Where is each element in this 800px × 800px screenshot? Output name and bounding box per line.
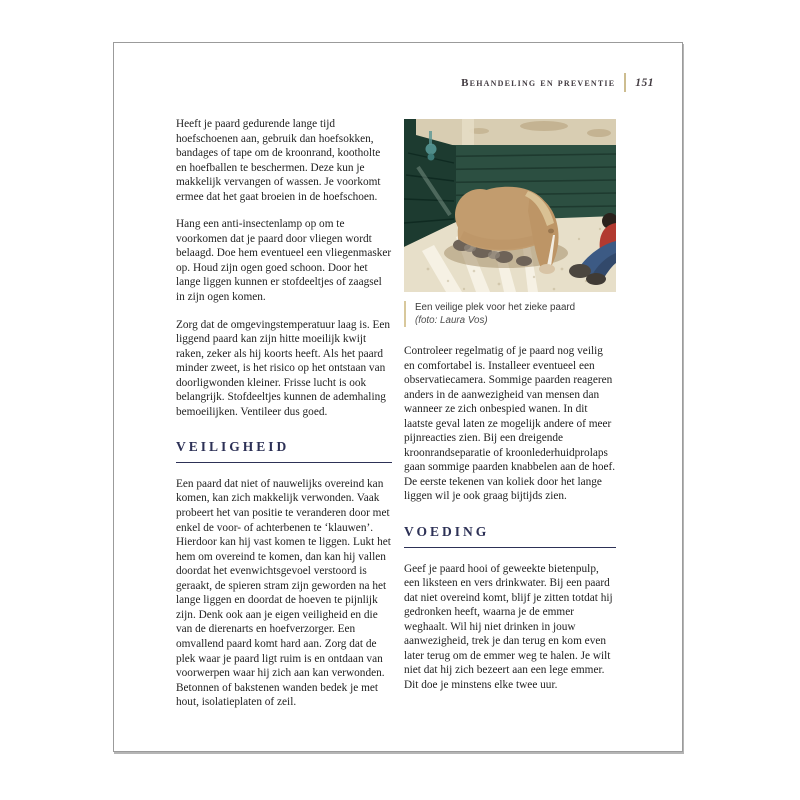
paragraph: Heeft je paard gedurende lange tijd hoefschoenen aan, gebruik dan hoefsokken, bandages of tape om de kroonrand, kootholte en hoefballen te beschermen. Deze kun je makkelijk vervangen of wassen. Je voorkomt ermee dat het gaat broeien in de hoefschoen. bbox=[176, 118, 381, 203]
book-page bbox=[113, 42, 683, 752]
paragraph: Controleer regelmatig of je paard nog veilig en comfortabel is. Installeer eventueel een observatiecamera. Sommige paarden reageren anders in de aanwezigheid van mensen dan wanneer ze zich onbespied wanen. In dit laatste geval laten ze mogelijk andere of meer pijnreacties zien. Bij een dreigende kroonrandseparatie of kroonlederhuidprolaps gaan sommige paarden knabbelen aan de hoef. De eerste tekenen van koliek door het lange liggen wil je ook graag bijtijds zien. bbox=[404, 345, 616, 503]
caption-text-block bbox=[415, 301, 575, 327]
paragraph: Geef je paard hooi of geweekte bietenpulp, een liksteen en vers drinkwater. Bij een paard dat niet overeind komt, blijf je zitten totdat hij gedronken heeft, waarna je de emmer weghaalt. Wil hij niet drinken in jouw aanwezigheid, trek je dan terug en kom even later terug om de emmer weg te halen. Je wilt niet dat hij zich bezeert aan een lege emmer. Dit doe je minstens elke twee uur. bbox=[404, 562, 613, 691]
photo-caption bbox=[404, 301, 616, 327]
caption-accent-bar bbox=[404, 301, 406, 327]
sick-horse-photo-graphic bbox=[404, 119, 616, 292]
paragraph: Hang een anti-insectenlamp op om te voorkomen dat je paard door vliegen wordt belaagd. Doe hem eventueel een vliegenmasker op. Houd zijn ogen goed schoon. Door het lange liggen kunnen er stofdeeltjes of zaagsel in zijn ogen komen. bbox=[176, 218, 392, 304]
left-text-column bbox=[176, 117, 392, 710]
running-head bbox=[461, 73, 654, 92]
caption-credit: (foto: Laura Vos) bbox=[415, 315, 488, 326]
running-head-divider bbox=[624, 73, 626, 92]
page-number: 151 bbox=[635, 76, 654, 89]
section-heading-voeding: VOEDING bbox=[404, 525, 616, 548]
paragraph: Zorg dat de omgevingstemperatuur laag is. Een liggend paard kan zijn hitte moeilijk kwijt raken, zeker als hij koorts heeft. Als het paard minder zweet, is het risico op het ontstaan van doorligwonden kleiner. Frisse lucht is ook belangrijk. Stofdeeltjes kunnen de ademhaling bemoeilijken. Ventileer dus goed. bbox=[176, 318, 391, 418]
caption-text: Een veilige plek voor het zieke paard bbox=[415, 302, 576, 313]
running-head-title: Behandeling en preventie bbox=[461, 76, 616, 89]
right-text-column bbox=[404, 119, 616, 692]
sick-horse-photo bbox=[404, 119, 616, 292]
section-heading-veiligheid: VEILIGHEID bbox=[176, 440, 392, 463]
paragraph: Een paard dat niet of nauwelijks overeind kan komen, kan zich makkelijk verwonden. Vaak probeert het van positie te veranderen door met enkel de voor- of achterbenen te ‘klauwen’. Hierdoor kan hij vast komen te liggen. Lukt het hem om overeind te komen, dan kan hij vallen doordat het evenwichtsgevoel verstoord is geraakt, de spieren stram zijn geworden na het lange liggen en doordat de hoeven te pijnlijk zijn. Denk ook aan je eigen veiligheid en die van de dierenarts en hoefverzorger. Een omvallend paard komt hard aan. Zorg dat de plek waar je paard ligt ruim is en ontdaan van voorwerpen waar hij zich aan kan verwonden. Betonnen of bakstenen wanden bedek je met hout, isolatieplaten of zeil. bbox=[176, 477, 391, 709]
